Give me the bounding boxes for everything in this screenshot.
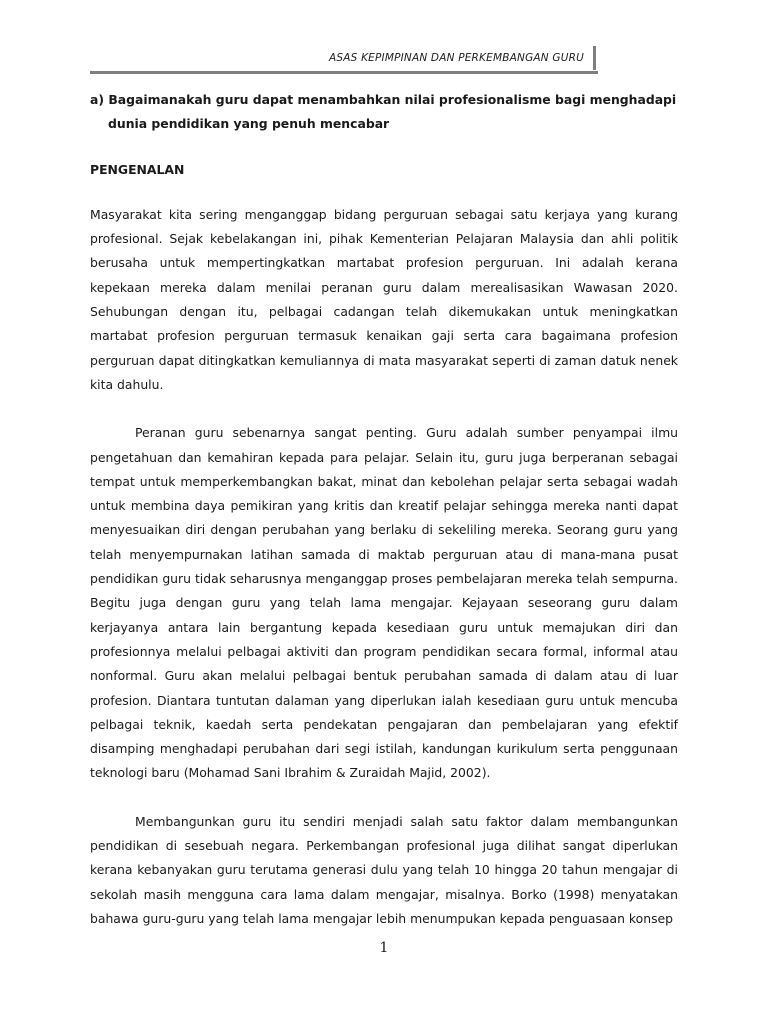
section-title: PENGENALAN — [90, 161, 185, 177]
header-rule — [90, 71, 598, 74]
page-header — [90, 44, 598, 72]
paragraph-3: Membangunkan guru itu sendiri menjadi salah satu faktor dalam membangunkan pendidikan di sesebuah negara. Perkembangan profesional juga dilihat sangat diperlukan kerana kebanyakan guru terutama generasi dulu yang telah 10 hingga 20 tahun mengajar di sekolah masih mengguna cara lama dalam mengajar, misalnya. Borko (1998) menyatakan bahawa guru-guru yang telah lama mengajar lebih menumpukan kepada penguasaan konsep — [90, 813, 678, 926]
header-title: ASAS KEPIMPINAN DAN PERKEMBANGAN GURU — [329, 52, 584, 64]
question-heading: a) Bagaimanakah guru dapat menambahkan nilai profesionalisme bagi menghadapi dunia pendidikan yang penuh mencabar — [90, 92, 677, 132]
document-body — [90, 88, 678, 931]
header-vertical-bar — [593, 46, 596, 70]
page-number: 1 — [379, 940, 389, 956]
paragraph-2: Peranan guru sebenarnya sangat penting. Guru adalah sumber penyampai ilmu pengetahuan dan kemahiran kepada para pelajar. Selain itu, guru juga berperanan sebagai tempat untuk memperkembangkan bakat, minat dan kebolehan pelajar serta sebagai wadah untuk membina daya pemikiran yang kritis dan kreatif pelajar sehingga mereka nanti dapat menyesuaikan diri dengan perubahan yang berlaku di sekeliling mereka. Seorang guru yang telah menyempurnakan latihan samada di maktab perguruan atau di mana-mana pusat pendidikan guru tidak seharusnya menganggap proses pembelajaran mereka telah sempurna. Begitu juga dengan guru yang telah lama mengajar. Kejayaan seseorang guru dalam kerjayanya antara lain bergantung kepada kesediaan guru untuk memajukan diri dan profesionnya melalui pelbagai aktiviti dan program pendidikan secara formal, informal atau nonformal. Guru akan melalui pelbagai bentuk perubahan samada di dalam atau di luar profesion. Diantara tuntutan dalaman yang diperlukan ialah kesediaan guru untuk mencuba pelbagai teknik, kaedah serta pendekatan pengajaran dan pembelajaran yang efektif disamping menghadapi perubahan dari segi istilah, kandungan kurikulum serta penggunaan teknologi baru (Mohamad Sani Ibrahim & Zuraidah Majid, 2002). — [90, 425, 678, 781]
paragraph-1: Masyarakat kita sering menganggap bidang perguruan sebagai satu kerjaya yang kurang profesional. Sejak kebelakangan ini, pihak Kementerian Pelajaran Malaysia dan ahli politik berusaha untuk mempertingkatkan martabat profesion perguruan. Ini adalah kerana kepekaan mereka dalam menilai peranan guru dalam merealisasikan Wawasan 2020. Sehubungan dengan itu, pelbagai cadangan telah dikemukakan untuk meningkatkan martabat profesion perguruan termasuk kenaikan gaji serta cara bagaimana profesion perguruan dapat ditingkatkan kemuliannya di mata masyarakat seperti di zaman datuk nenek kita dahulu. — [90, 206, 678, 392]
